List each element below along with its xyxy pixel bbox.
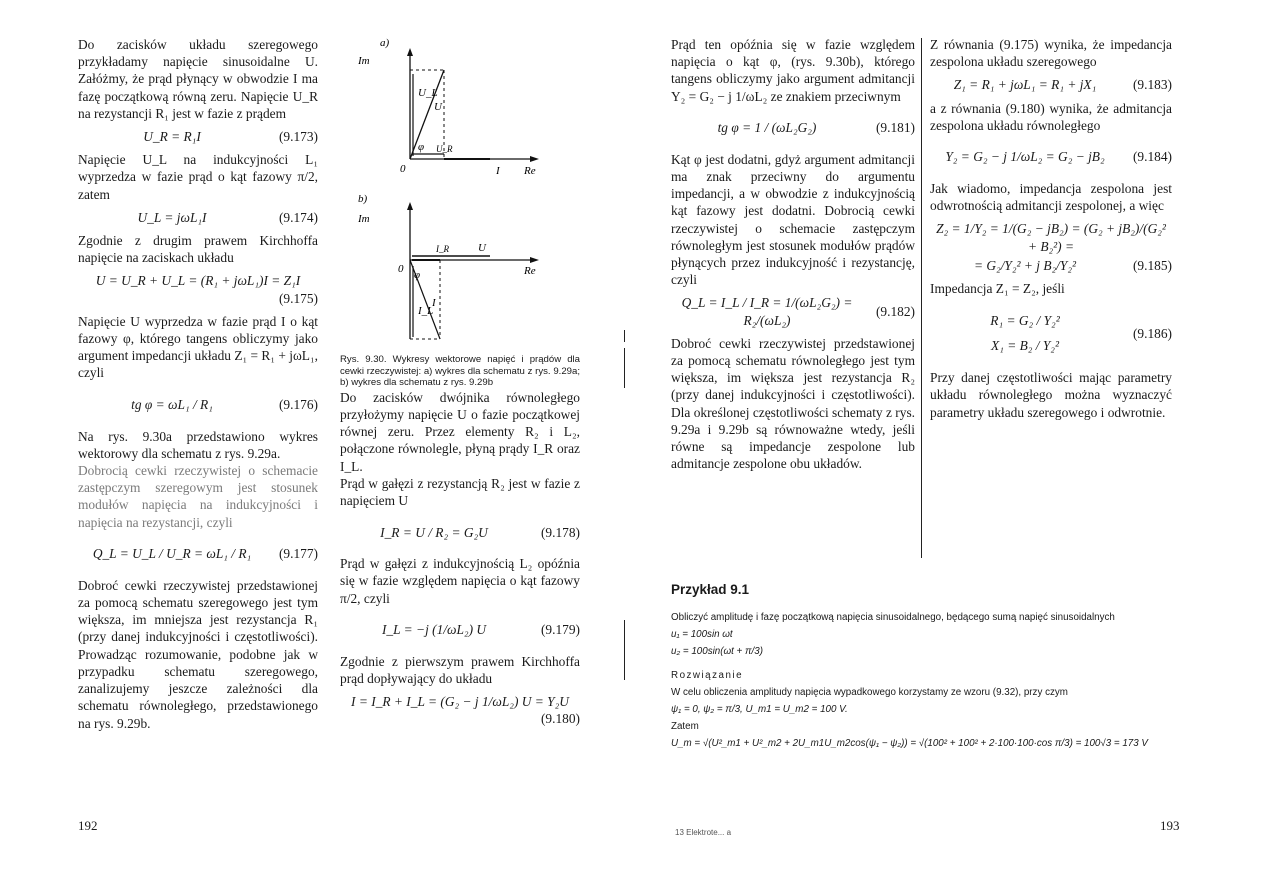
arrowhead-icon bbox=[407, 202, 413, 210]
example-body bbox=[671, 611, 1181, 751]
figure-caption: Rys. 9.30. Wykresy wektorowe napięć i prądów dla cewki rzeczywistej: a) wykres dla schematu z rys. 9.29a; b) wykres dla schematu z rys. 9.29b bbox=[340, 354, 580, 389]
paragraph: Napięcie U wyprzedza w fazie prąd I o kąt fazowy φ, którego tangens obliczymy jako argument impedancji układu Z₁ = R₁ + jωL₁, czyli bbox=[78, 313, 318, 381]
equation-9-173 bbox=[78, 128, 318, 145]
equation-number: (9.173) bbox=[278, 129, 318, 145]
equation-text: Z₂ = 1/Y₂ = 1/(G₂ − jB₂) = (G₂ + jB₂)/(G₂² + B₂²) = bbox=[936, 221, 1166, 254]
right-column-2 bbox=[930, 36, 1172, 421]
arrowhead-icon bbox=[530, 156, 539, 162]
i-label: I bbox=[432, 297, 436, 309]
solution-result: U_m = √(U²_m1 + U²_m2 + 2U_m1U_m2cos(ψ₁ − ψ₂)) = √(100² + 100² + 2·100·100·cos π/3) = 100√3 = 173 V bbox=[671, 738, 1148, 749]
phi-label: φ bbox=[418, 141, 425, 153]
example-u2: u₂ = 100sin(ωt + π/3) bbox=[671, 646, 763, 657]
example-task: Obliczyć amplitudę i fazę początkową napięcia sinusoidalnego, będącego sumą napięć sinusoidalnych bbox=[671, 612, 1115, 623]
equation-9-177 bbox=[78, 537, 318, 571]
equation-text bbox=[930, 312, 1120, 354]
i-label: I bbox=[496, 165, 500, 177]
equation-number: (9.182) bbox=[875, 304, 915, 320]
paragraph: Napięcie U_L na indukcyjności L₁ wyprzedza w fazie prąd o kąt fazowy π/2, zatem bbox=[78, 152, 318, 202]
paragraph: Do zacisków układu szeregowego przykładamy napięcie sinusoidalne U. Załóżmy, że prąd płynący w obwodzie I ma fazę początkową równą zeru. Napięcie U_R na rezystancji R₁ jest w fazie z prądem bbox=[78, 37, 318, 121]
equation-number: (9.175) bbox=[278, 290, 318, 306]
arrowhead-icon bbox=[530, 257, 539, 263]
origin-label: 0 bbox=[398, 263, 404, 275]
paragraph: Przy danej częstotliwości mając parametry układu równoległego można wyznaczyć parametry układu szeregowego i odwrotnie. bbox=[930, 370, 1172, 420]
paragraph: a z równania (9.180) wynika, że admitancja zespolona układu równoległego bbox=[930, 100, 1172, 133]
equation-9-176 bbox=[78, 388, 318, 422]
equation-text: I = I_R + I_L = (G₂ − j 1/ωL₂) U = Y₂U bbox=[351, 694, 569, 710]
equation-row bbox=[930, 257, 1172, 274]
equation-text: tg φ = ωL₁ / R₁ bbox=[131, 397, 213, 413]
equation-9-182 bbox=[671, 294, 915, 328]
example-u1: u₁ = 100sin ωt bbox=[671, 629, 733, 640]
paragraph: Jak wiadomo, impedancja zespolona jest odwrotnością admitancji zespolonej, a więc bbox=[930, 181, 1172, 214]
equation-text: I_L = −j (1/ωL₂) U bbox=[381, 622, 487, 638]
left-column-2 bbox=[340, 34, 580, 734]
equation-text: U_L = jωL₁I bbox=[137, 209, 207, 225]
re-axis-label: Re bbox=[524, 265, 536, 277]
equation-text: U_R = R₁I bbox=[143, 129, 201, 145]
origin-label: 0 bbox=[400, 163, 406, 175]
equation-9-179 bbox=[340, 613, 580, 647]
il-label: I_L bbox=[418, 305, 434, 317]
equation-text: Z₁ = R₁ + jωL₁ = R₁ + jX₁ bbox=[953, 77, 1097, 93]
example-title: Przykład 9.1 bbox=[671, 582, 750, 597]
paragraph: Z równania (9.175) wynika, że impedancja zespolona układu szeregowego bbox=[930, 37, 1172, 70]
diagram-b-label: b) bbox=[358, 193, 368, 205]
gutter-line bbox=[624, 330, 625, 342]
paragraph: Kąt φ jest dodatni, gdyż argument admitancji ma znak przeciwny do argumentu impedancji, a w obwodzie z indukcyjnością kąt fazowy jest dodatni. Dobrocią cewki rzeczywistej o schemacie zastępczym równoległym jest stosunek modułów prądów płynących przez indukcyjność i rezystancję, czyli bbox=[671, 151, 915, 288]
paragraph: Dobroć cewki rzeczywistej przedstawionej za pomocą schematu równoległego jest tym większa, im większa jest rezystancja R₂ (przy danej indukcyjności i częstotliwości). Dla określonej częstotliwości schematy z rys. 9.29a i 9.29b są równoważne wtedy, jeśli równe są impedancje zespolone lub admitancje zespolone obu układów. bbox=[671, 335, 915, 472]
column-divider bbox=[921, 38, 922, 558]
re-axis-label: Re bbox=[524, 165, 536, 177]
equation-9-178 bbox=[340, 515, 580, 549]
paragraph: Prąd w gałęzi z indukcyjnością L₂ opóźnia się w fazie względem napięcia o kąt fazowy π/2, czyli bbox=[340, 556, 580, 606]
arrowhead-icon bbox=[407, 48, 413, 56]
equation-line: X₁ = B₂ / Y₂² bbox=[991, 338, 1059, 354]
equation-text: = G₂/Y₂² + j B₂/Y₂² bbox=[973, 257, 1077, 273]
equation-text: I_R = U / R₂ = G₂U bbox=[380, 524, 488, 540]
left-column-1 bbox=[78, 36, 318, 732]
equation-9-185 bbox=[930, 220, 1172, 274]
vector-diagram bbox=[340, 34, 580, 350]
paragraph: Prąd ten opóźnia się w fazie względem napięcia o kąt φ, (rys. 9.30b), którego tangens obliczymy jako argument admitancji Y₂ = G₂ − j 1/ωL₂ ze znakiem przeciwnym bbox=[671, 37, 915, 104]
paragraph: Impedancja Z₁ = Z₂, jeśli bbox=[930, 281, 1065, 297]
diagram-a-label: a) bbox=[380, 37, 390, 49]
im-axis-label: Im bbox=[358, 55, 370, 67]
equation-number: (9.184) bbox=[1132, 149, 1172, 165]
equation-number: (9.179) bbox=[540, 622, 580, 638]
solution-text: W celu obliczenia amplitudy napięcia wypadkowego korzystamy ze wzoru (9.32), przy czym bbox=[671, 687, 1068, 698]
paragraph: Zgodnie z drugim prawem Kirchhoffa napięcie na zaciskach układu bbox=[78, 233, 318, 266]
equation-text: Y₂ = G₂ − j 1/ωL₂ = G₂ − jB₂ bbox=[945, 149, 1105, 165]
solution-zatem: Zatem bbox=[671, 721, 699, 732]
equation-number: (9.176) bbox=[278, 397, 318, 413]
paragraph: Dobroć cewki rzeczywistej przedstawionej za pomocą schematu szeregowego jest tym większa, im mniejsza jest rezystancja R₁ (przy danej indukcyjności i częstotliwości). Prowadząc rozumowanie, podobne jak w przypadku schematu szeregowego, zanalizujemy jeszcze zależności dla schematu równoległego, przedstawionego na rys. 9.29b. bbox=[78, 577, 318, 731]
paragraph-faded: Dobrocią cewki rzeczywistej o schemacie zastępczym szeregowym jest stosunek modułów napięcia na indukcyjności i napięcia na rezystancji, czyli bbox=[78, 463, 318, 530]
ur-label: U_R bbox=[436, 144, 453, 154]
equation-number: (9.186) bbox=[1132, 325, 1172, 341]
gutter-line bbox=[624, 620, 625, 680]
equation-9-181 bbox=[671, 111, 915, 145]
equation-number: (9.185) bbox=[1132, 257, 1172, 273]
im-axis-label: Im bbox=[358, 213, 370, 225]
equation-number: (9.180) bbox=[540, 711, 580, 727]
gutter-line bbox=[624, 348, 625, 388]
solution-label: Rozwiązanie bbox=[671, 670, 744, 681]
page-number-left: 192 bbox=[78, 818, 98, 833]
phi-label: φ bbox=[414, 269, 421, 281]
equation-text: Q_L = U_L / U_R = ωL₁ / R₁ bbox=[92, 546, 252, 562]
equation-9-180 bbox=[340, 693, 580, 727]
equation-9-183 bbox=[930, 76, 1172, 93]
equation-9-175 bbox=[78, 272, 318, 306]
paragraph: Do zacisków dwójnika równoległego przyłożymy napięcie U o fazie początkowej równej zeru. Przez elementy R₂ i L₂, połączone równolegle, płyną prądy I_R oraz I_L. bbox=[340, 389, 580, 474]
equation-9-184 bbox=[930, 140, 1172, 174]
ul-label: U_L bbox=[418, 87, 438, 99]
equation-9-186 bbox=[930, 303, 1172, 363]
equation-number: (9.178) bbox=[540, 524, 580, 540]
equation-text: tg φ = 1 / (ωL₂G₂) bbox=[717, 120, 817, 136]
example-section bbox=[671, 568, 1181, 754]
equation-text: U = U_R + U_L = (R₁ + jωL₁)I = Z₁I bbox=[95, 273, 301, 289]
paragraph: Prąd w gałęzi z rezystancją R₂ jest w fazie z napięciem U bbox=[340, 475, 580, 508]
equation-number: (9.177) bbox=[278, 546, 318, 562]
equation-number: (9.181) bbox=[875, 120, 915, 136]
solution-values: ψ₁ = 0, ψ₂ = π/3, U_m1 = U_m2 = 100 V. bbox=[671, 704, 848, 715]
page-number-right: 193 bbox=[1160, 818, 1180, 833]
u-label: U bbox=[434, 101, 442, 113]
u-label: U bbox=[478, 242, 486, 254]
equation-text: Q_L = I_L / I_R = 1/(ωL₂G₂) = R₂/(ωL₂) bbox=[681, 295, 853, 328]
right-column-1 bbox=[671, 36, 915, 472]
paragraph: Zgodnie z pierwszym prawem Kirchhoffa prąd dopływający do układu bbox=[340, 653, 580, 686]
paragraph: Na rys. 9.30a przedstawiono wykres wektorowy dla schematu z rys. 9.29a. bbox=[78, 428, 318, 461]
equation-9-174 bbox=[78, 209, 318, 226]
equation-line: R₁ = G₂ / Y₂² bbox=[990, 313, 1060, 329]
footer-signature: 13 Elektrote... a bbox=[675, 828, 732, 837]
ir-label: I_R bbox=[436, 244, 449, 254]
equation-number: (9.174) bbox=[278, 209, 318, 225]
equation-number: (9.183) bbox=[1132, 77, 1172, 93]
